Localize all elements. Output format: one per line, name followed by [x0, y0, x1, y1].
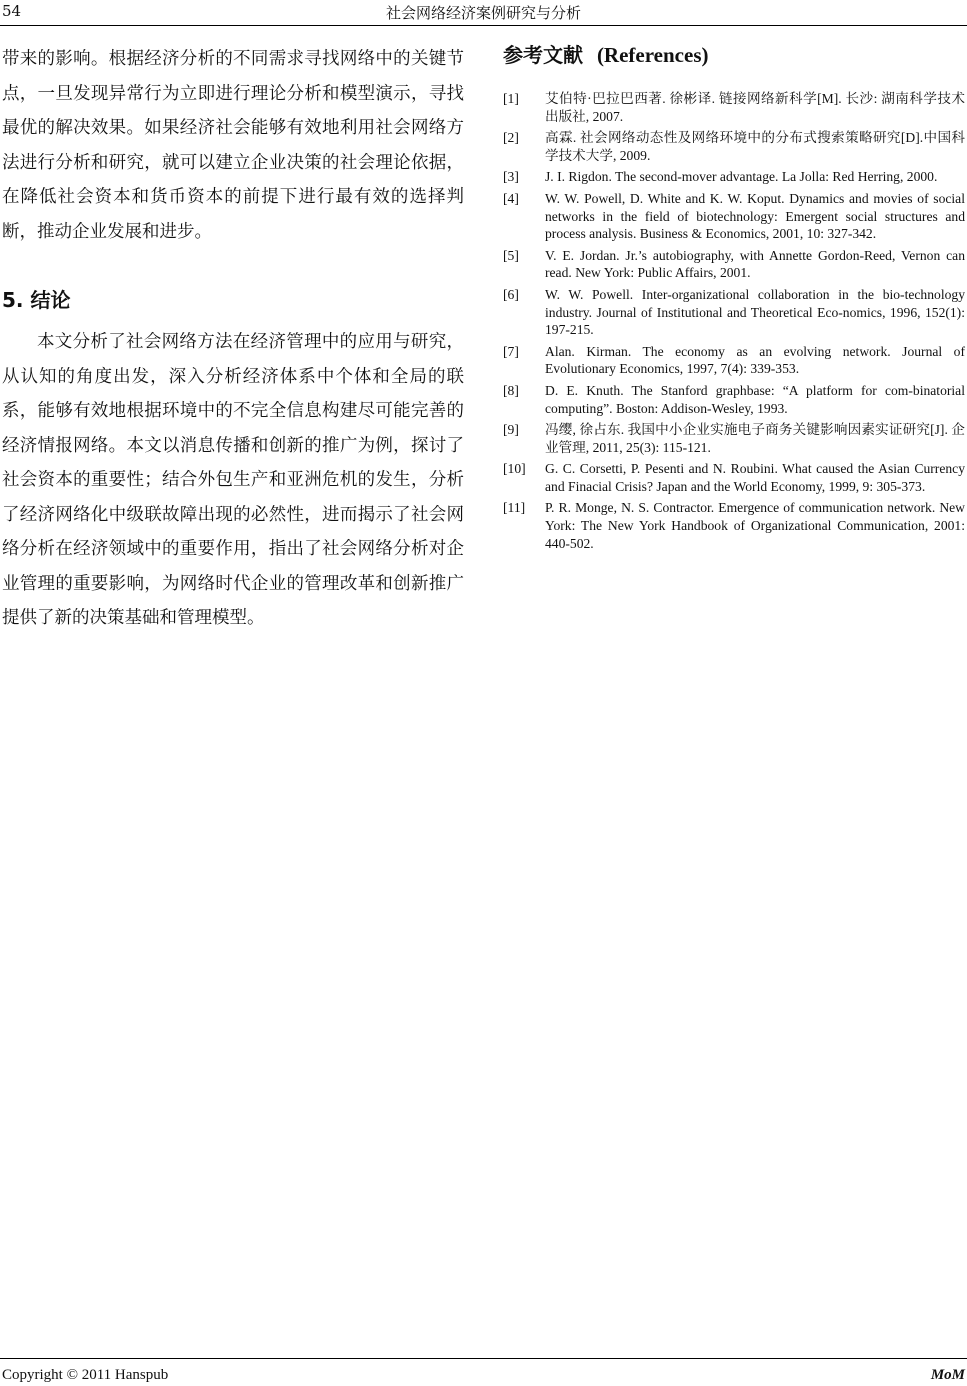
- reference-number: [4]: [503, 190, 519, 206]
- reference-item: [503, 168, 965, 186]
- reference-number: [1]: [503, 91, 519, 106]
- reference-item: [503, 190, 965, 243]
- reference-item: [503, 382, 965, 417]
- reference-number: [10]: [503, 461, 526, 477]
- reference-item: [503, 286, 965, 339]
- reference-number: [7]: [503, 343, 519, 359]
- reference-number: [9]: [503, 422, 519, 438]
- body-paragraph-continued: 带来的影响。根据经济分析的不同需求寻找网络中的关键节点，一旦发现异常行为立即进行理论分析和模型演示，寻找最优的解决效果。如果经济社会能够有效地利用社会网络方法进行分析和研究，就可以建立企业决策的社会理论依据，在降低社会资本和货币资本的前提下进行最有效的选择判断，推动企业发展和进步。: [2, 49, 464, 242]
- page-footer: [0, 1358, 967, 1386]
- reference-number: [6]: [503, 286, 519, 302]
- page-header: [0, 0, 967, 26]
- reference-text: 冯缨, 徐占东. 我国中小企业实施电子商务关键影响因素实证研究[J]. 企业管理, 2011, 25(3): 115-121.: [545, 422, 965, 455]
- reference-text: W. W. Powell. Inter-organizational collaboration in the bio-technology industry. Journal of Institutional and Theoretical Eco-nomics, 1996, 152(1): 197-215.: [545, 286, 965, 338]
- reference-item: [503, 129, 965, 164]
- reference-item: [503, 90, 965, 125]
- reference-text: V. E. Jordan. Jr.’s autobiography, with Annette Gordon-Reed, Vernon can read. New York: Public Affairs, 2001.: [545, 247, 965, 281]
- references-heading-en: (References): [596, 43, 709, 67]
- running-title: 社会网络经济案例研究与分析: [385, 4, 581, 22]
- reference-text: D. E. Knuth. The Stanford graphbase: “A platform for com-binatorial computing”. Boston: Addison-Wesley, 1993.: [545, 382, 965, 416]
- reference-item: [503, 460, 965, 495]
- reference-item: [503, 421, 965, 456]
- reference-list: [503, 90, 965, 552]
- reference-number: [8]: [503, 382, 519, 398]
- reference-number: [11]: [503, 500, 526, 516]
- reference-number: [3]: [503, 169, 519, 185]
- conclusion-paragraph: 本文分析了社会网络方法在经济管理中的应用与研究，从认知的角度出发，深入分析经济体系中个体和全局的联系，能够有效地根据环境中的不完全信息构建尽可能完善的经济情报网络。本文以消息传播和创新的推广为例，探讨了社会资本的重要性；结合外包生产和亚洲危机的发生，分析了经济网络化中级联故障出现的必然性，进而揭示了社会网络分析在经济领域中的重要作用，指出了社会网络分析对企业管理的重要影响，为网络时代企业的管理改革和创新推广提供了新的决策基础和管理模型。: [2, 332, 464, 628]
- references-heading-cn: 参考文献: [503, 43, 583, 67]
- reference-number: [5]: [503, 247, 519, 263]
- reference-text: W. W. Powell, D. White and K. W. Koput. Dynamics and movies of social networks in the field of biotechnology: Emergent social structures and process analysis. Business & Economics, 2001, 10: 327-342.: [545, 190, 965, 242]
- reference-item: [503, 343, 965, 378]
- reference-text: 高霖. 社会网络动态性及网络环境中的分布式搜索策略研究[D].中国科学技术大学, 2009.: [545, 130, 965, 163]
- left-column: [2, 42, 464, 636]
- reference-number: [2]: [503, 130, 519, 146]
- reference-text: J. I. Rigdon. The second-mover advantage. La Jolla: Red Herring, 2000.: [545, 169, 938, 185]
- section-heading-conclusion: 5. 结论: [2, 288, 71, 312]
- journal-abbreviation: MoM: [930, 1367, 965, 1383]
- references-heading: [503, 40, 965, 70]
- right-column: [503, 40, 965, 556]
- reference-text: G. C. Corsetti, P. Pesenti and N. Roubini. What caused the Asian Currency and Finacial Crisis? Japan and the World Economy, 1999, 9: 305-373.: [545, 461, 965, 494]
- page-number: 54: [2, 2, 22, 20]
- reference-text: 艾伯特·巴拉巴西著. 徐彬译. 链接网络新科学[M]. 长沙: 湖南科学技术出版社, 2007.: [545, 91, 965, 124]
- reference-text: P. R. Monge, N. S. Contractor. Emergence of communication network. New York: The New York Handbook of Organizational Communication, 2001: 440-502.: [545, 500, 965, 551]
- reference-item: [503, 499, 965, 552]
- reference-text: Alan. Kirman. The economy as an evolving network. Journal of Evolutionary Economics, 1997, 7(4): 339-353.: [545, 343, 965, 377]
- copyright-notice: Copyright © 2011 Hanspub: [2, 1367, 169, 1383]
- reference-item: [503, 247, 965, 282]
